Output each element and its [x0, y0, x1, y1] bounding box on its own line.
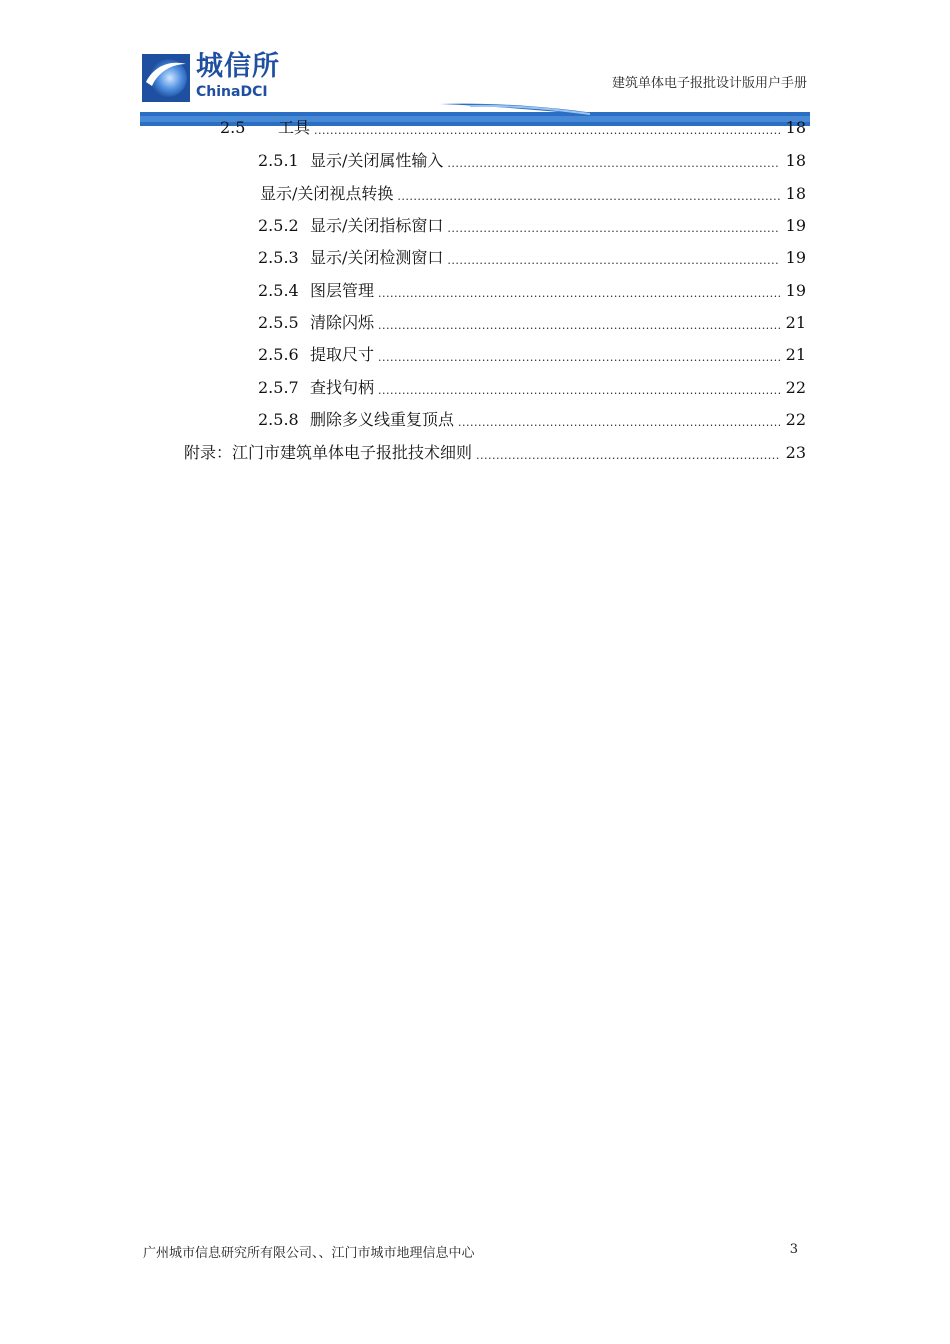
- toc-section-title: 附录：江门市建筑单体电子报批技术细则: [184, 443, 473, 462]
- toc-page-number: 23: [785, 443, 806, 462]
- toc-section-title: 提取尺寸: [310, 345, 375, 364]
- toc-section-number: 2.5.4: [258, 281, 299, 300]
- toc-dot-leader: [458, 414, 780, 432]
- logo-chinese-text: 城信所: [196, 51, 280, 82]
- toc-entry-appendix[interactable]: [184, 441, 806, 465]
- logo-globe-icon: [140, 52, 192, 104]
- toc-section-title: 图层管理: [310, 281, 375, 300]
- toc-page-number: 18: [785, 151, 806, 170]
- toc-section-number: 2.5.2: [258, 216, 299, 235]
- toc-page-number: 18: [785, 184, 806, 203]
- toc-dot-leader: [378, 349, 780, 367]
- footer-page-number: 3: [789, 1242, 798, 1257]
- toc-section-title: 显示/关闭检测窗口: [310, 248, 444, 267]
- toc-section-title: 查找句柄: [310, 378, 375, 397]
- toc-dot-leader: [397, 188, 779, 206]
- toc-entry[interactable]: [258, 149, 806, 173]
- toc-dot-leader: [447, 252, 779, 270]
- toc-section-number: 2.5.5: [258, 313, 299, 332]
- toc-entry[interactable]: [220, 116, 806, 140]
- toc-section-number: 2.5.8: [258, 410, 299, 429]
- toc-dot-leader: [447, 220, 779, 238]
- footer-company: 广州城市信息研究所有限公司、、江门市城市地理信息中心: [143, 1246, 475, 1261]
- toc-section-number: 2.5.3: [258, 248, 299, 267]
- toc-entry[interactable]: [258, 214, 806, 238]
- toc-section-title: 删除多义线重复顶点: [310, 410, 455, 429]
- toc-dot-leader: [378, 285, 780, 303]
- toc-entry[interactable]: [258, 311, 806, 335]
- toc-section-title: 显示/关闭属性输入: [310, 151, 444, 170]
- toc-section-title: 显示/关闭视点转换: [260, 184, 394, 203]
- toc-dot-leader: [476, 447, 780, 465]
- toc-page-number: 18: [785, 118, 806, 137]
- toc-page-number: 19: [785, 216, 806, 235]
- toc-page-number: 22: [785, 410, 806, 429]
- toc-page-number: 21: [785, 345, 806, 364]
- toc-entry[interactable]: [260, 182, 806, 206]
- toc-section-title: 显示/关闭指标窗口: [310, 216, 444, 235]
- toc-section-number: 2.5.7: [258, 378, 299, 397]
- toc-page-number: 22: [785, 378, 806, 397]
- toc-section-title: 工具: [278, 118, 311, 137]
- toc-dot-leader: [447, 155, 779, 173]
- toc-entry[interactable]: [258, 343, 806, 367]
- document-title: 建筑单体电子报批设计版用户手册: [611, 76, 807, 91]
- toc-page-number: 21: [785, 313, 806, 332]
- toc-section-number: 2.5.1: [258, 151, 299, 170]
- toc-section-number: 2.5.6: [258, 345, 299, 364]
- toc-page-number: 19: [785, 281, 806, 300]
- toc-dot-leader: [378, 317, 780, 335]
- toc-section-number: 2.5: [220, 118, 246, 137]
- toc-entry[interactable]: [258, 279, 806, 303]
- toc-entry[interactable]: [258, 376, 806, 400]
- toc-entry[interactable]: [258, 408, 806, 432]
- toc-dot-leader: [378, 382, 780, 400]
- logo-english-text: ChinaDCI: [196, 84, 268, 100]
- toc-page-number: 19: [785, 248, 806, 267]
- toc-section-title: 清除闪烁: [310, 313, 375, 332]
- toc-dot-leader: [314, 122, 780, 140]
- toc-entry[interactable]: [258, 246, 806, 270]
